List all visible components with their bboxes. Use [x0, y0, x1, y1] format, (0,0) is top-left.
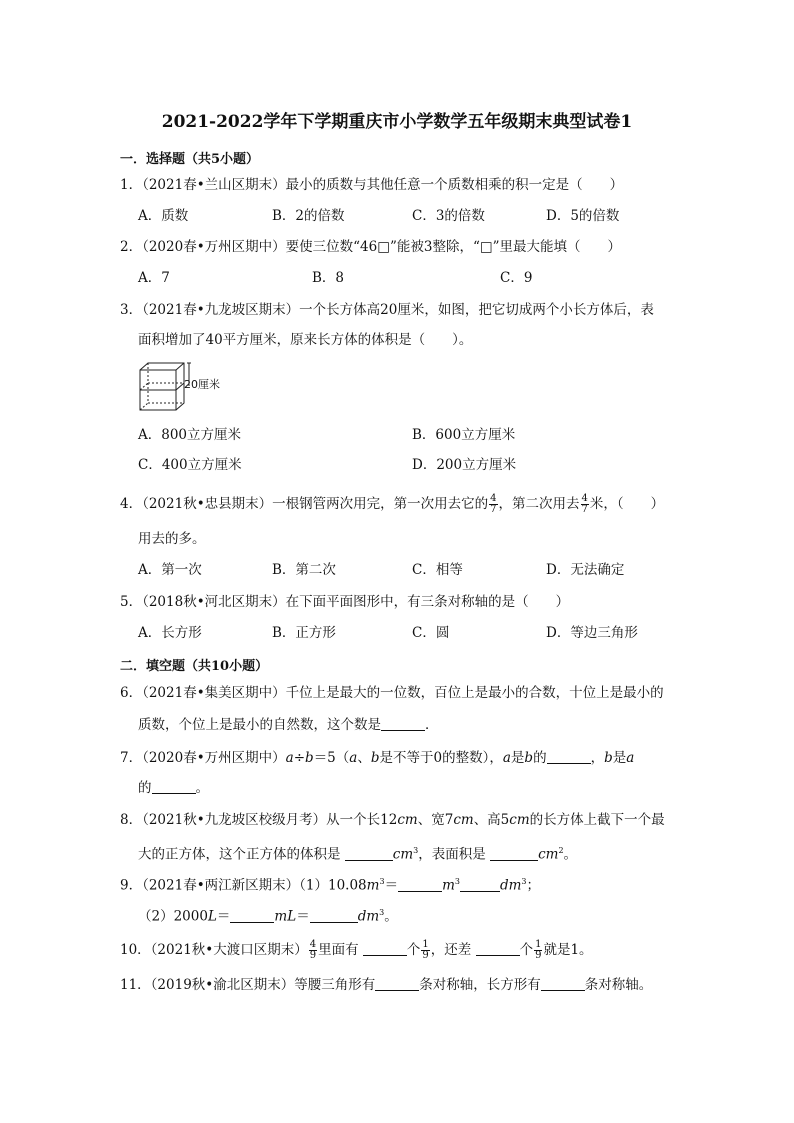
q4-part3: 米，（ ）	[589, 496, 665, 512]
question-8-line2	[138, 842, 577, 864]
answer-blank[interactable]	[381, 717, 425, 731]
q10-text: 10．（2021秋•大渡口区期末）	[120, 942, 308, 958]
answer-blank[interactable]	[541, 977, 585, 991]
q7-text: 的	[138, 780, 152, 796]
fraction-4-9	[309, 940, 317, 961]
answer-blank[interactable]	[152, 780, 196, 794]
question-3-line1: 3．（2021春•九龙坡区期末）一个长方体高20厘米，如图，把它切成两个小长方体后，表	[120, 302, 654, 318]
fraction-numerator: 4	[309, 939, 317, 950]
q8-text: 8．（2021秋•九龙坡区校级月考）从一个长12	[120, 812, 398, 828]
q9-text: 。	[384, 908, 398, 925]
section-heading-fill: 二．填空题（共10小题）	[120, 659, 269, 674]
q11-text: 条对称轴，长方形有	[419, 977, 541, 993]
q7-var: b	[524, 750, 534, 766]
page-title: 2021-2022学年下学期重庆市小学数学五年级期末典型试卷1	[161, 112, 633, 132]
fraction-4-7-second	[581, 494, 589, 515]
superscript: 2	[558, 846, 564, 855]
q9-text: ；	[526, 877, 541, 894]
q9-text: ＝	[296, 908, 310, 925]
question-3-line2: 面积增加了40平方厘米，原来长方体的体积是（ ）。	[138, 332, 473, 348]
question-4-line2: 用去的多。	[138, 531, 206, 547]
question-11-text	[120, 976, 652, 994]
q3-option-c: C．400立方厘米	[138, 457, 242, 473]
superscript: 3	[379, 908, 385, 917]
superscript: 3	[413, 846, 419, 855]
q8-text: 大的正方体，这个正方体的体积是	[138, 846, 345, 863]
answer-blank[interactable]	[460, 878, 500, 892]
unit: m	[442, 877, 455, 894]
q2-option-c: C．9	[500, 270, 533, 286]
q4-option-b: B．第二次	[272, 562, 336, 578]
fraction-4-7-first	[489, 494, 497, 515]
q7-text: 是不等于0的整数），	[379, 750, 503, 766]
question-1-text: 1．（2021春•兰山区期末）最小的质数与其他任意一个质数相乘的积一定是（ ）	[120, 177, 624, 193]
q11-text: 条对称轴。	[584, 977, 653, 993]
superscript: 3	[521, 877, 527, 886]
q4-option-a: A．第一次	[138, 562, 202, 578]
q10-text: 个	[519, 942, 534, 958]
q3-option-d: D．200立方厘米	[412, 457, 517, 473]
fraction-numerator: 4	[490, 493, 497, 504]
question-7-line1	[120, 749, 634, 767]
q10-text: ，还差	[430, 942, 476, 958]
unit: L	[207, 908, 217, 925]
fraction-numerator: 1	[422, 939, 429, 950]
q6-text: 质数，个位上是最小的自然数，这个数是	[138, 717, 381, 733]
question-7-line2	[138, 779, 209, 797]
question-9-line1	[120, 873, 540, 895]
question-5-text: 5．（2018秋•河北区期末）在下面平面图形中，有三条对称轴的是（ ）	[120, 594, 570, 610]
cuboid-figure	[134, 360, 244, 412]
unit: dm	[357, 908, 380, 925]
q1-option-d: D．5的倍数	[546, 208, 620, 224]
q3-option-b: B．600立方厘米	[412, 427, 516, 443]
fraction-denominator: 9	[535, 950, 542, 961]
answer-blank[interactable]	[375, 977, 419, 991]
unit: cm	[509, 812, 530, 828]
answer-blank[interactable]	[476, 942, 520, 956]
fraction-denominator: 9	[309, 950, 317, 961]
q4-option-d: D．无法确定	[546, 562, 625, 578]
unit: cm	[453, 812, 474, 828]
q2-option-a: A．7	[138, 270, 170, 286]
unit: cm	[538, 846, 559, 863]
answer-blank[interactable]	[363, 942, 407, 956]
question-6-line1: 6．（2021春•集美区期中）千位上是最大的一位数，百位上是最小的合数，十位上是最小的	[120, 685, 664, 701]
q8-text: 、宽7	[417, 812, 454, 828]
fraction-denominator: 7	[581, 504, 588, 515]
fraction-numerator: 1	[535, 939, 542, 950]
unit: m	[366, 877, 380, 894]
q10-text: 个	[406, 942, 421, 958]
q7-source: 7．（2020春•万州区期中）	[120, 750, 286, 766]
q4-part1: 4．（2021秋•忠县期末）一根钢管两次用完，第一次用去它的	[120, 496, 489, 512]
q9-text: 9．（2021春•两江新区期末）（1）10.08	[120, 877, 367, 894]
q7-var: b	[370, 750, 380, 766]
q1-option-c: C．3的倍数	[412, 208, 485, 224]
q10-text: 就是1。	[543, 942, 593, 958]
q7-var: a	[349, 750, 358, 766]
unit: cm	[397, 812, 418, 828]
q4-part2: ，第二次用去	[498, 496, 580, 512]
q7-var: a	[502, 750, 511, 766]
q7-text: 是	[510, 750, 525, 766]
q11-text: 11．（2019秋•渝北区期末）等腰三角形有	[120, 977, 376, 993]
answer-blank[interactable]	[345, 847, 393, 861]
q7-var: a	[626, 750, 635, 766]
q9-text: ＝	[384, 877, 399, 894]
fraction-denominator: 7	[490, 504, 497, 515]
q5-option-a: A．长方形	[138, 625, 202, 641]
fraction-1-9	[421, 940, 429, 961]
figure-height-label: 20厘米	[184, 378, 220, 391]
answer-blank[interactable]	[490, 847, 538, 861]
fraction-1-9	[534, 940, 542, 961]
unit: mL	[274, 908, 297, 925]
q7-var: b	[604, 750, 613, 766]
answer-blank[interactable]	[398, 878, 442, 892]
answer-blank[interactable]	[547, 750, 591, 764]
unit: dm	[499, 877, 522, 894]
fraction-numerator: 4	[581, 493, 588, 504]
question-8-line1	[120, 811, 665, 829]
section-heading-choice: 一．选择题（共5小题）	[120, 152, 260, 167]
q3-option-a: A．800立方厘米	[138, 427, 242, 443]
q8-text: 的长方体上截下一个最	[529, 812, 665, 828]
fraction-denominator: 9	[422, 950, 429, 961]
q5-option-c: C．圆	[412, 625, 450, 641]
q6-end: ．	[425, 717, 439, 733]
q9-text: ＝	[216, 908, 231, 925]
q7-text: 的	[533, 750, 547, 766]
question-6-line2	[138, 716, 439, 734]
q1-option-a: A．质数	[138, 208, 189, 224]
q10-text: 里面有	[318, 942, 363, 958]
q9-text: （2）2000	[138, 908, 208, 925]
answer-blank[interactable]	[230, 909, 274, 923]
answer-blank[interactable]	[310, 909, 358, 923]
q2-option-b: B．8	[312, 270, 345, 286]
q7-text: ，	[590, 750, 605, 766]
superscript: 3	[454, 877, 460, 886]
question-10-text	[120, 940, 593, 961]
q5-option-d: D．等边三角形	[546, 625, 638, 641]
question-9-line2	[138, 904, 398, 926]
unit: cm	[392, 846, 414, 863]
q8-text: 、高5	[473, 812, 510, 828]
q7-end: 。	[195, 780, 209, 796]
superscript: 3	[379, 877, 385, 886]
q8-text: ，表面积是	[418, 846, 491, 863]
question-2-text: 2．（2020春•万州区期中）要使三位数“46□”能被3整除，“□”里最大能填（ ）	[120, 239, 622, 255]
q7-expression: a÷b	[285, 750, 314, 766]
q4-option-c: C．相等	[412, 562, 463, 578]
q8-end: 。	[563, 846, 578, 863]
q7-text: ＝5（	[313, 750, 350, 766]
q7-text: 、	[357, 750, 371, 766]
q5-option-b: B．正方形	[272, 625, 336, 641]
question-4-line1	[120, 494, 664, 515]
q7-text: 是	[612, 750, 627, 766]
q1-option-b: B．2的倍数	[272, 208, 345, 224]
